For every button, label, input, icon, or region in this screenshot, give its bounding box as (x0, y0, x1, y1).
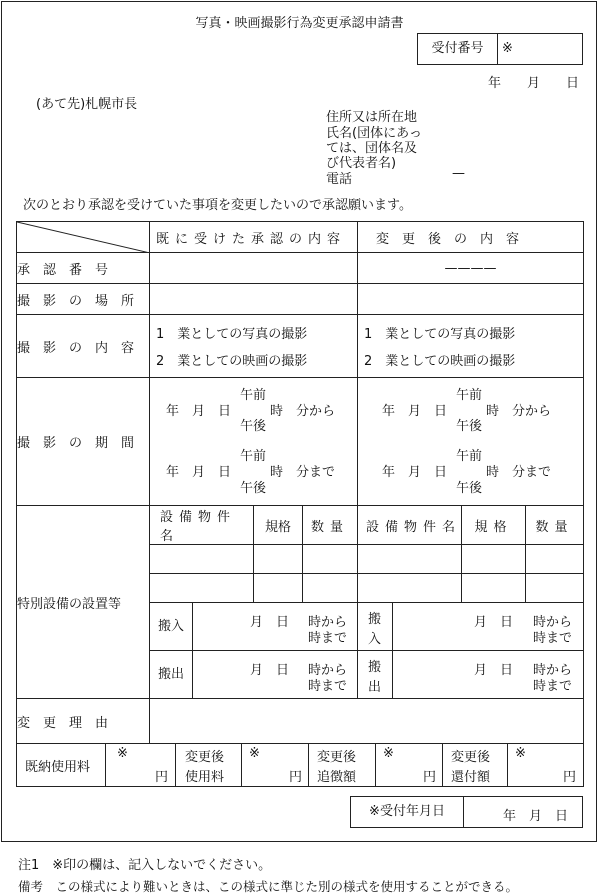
fee-refund-label2: 還付額 (451, 770, 491, 785)
fee-paid-yen: 円 (155, 770, 169, 785)
carry-out-before-from: 時から (308, 663, 348, 678)
fee-divider-4 (308, 744, 309, 786)
equip-row2-name-before[interactable] (150, 574, 254, 603)
addressee: (あて先)札幌市長 (36, 97, 138, 112)
receipt-number-box (417, 33, 583, 65)
period-before-to-am: 午前 (240, 449, 267, 464)
application-table (16, 221, 584, 787)
carry-out-after-label1: 搬 (368, 660, 382, 675)
fee-divider-1 (105, 744, 106, 786)
change-reason[interactable] (150, 699, 584, 744)
col-before-header: 既に受けた承認の内容 (150, 222, 358, 253)
fee-after-label2: 使用料 (185, 770, 225, 785)
approval-number-after[interactable] (358, 253, 584, 284)
equip-name-header-after: 設備物件名 (358, 506, 462, 545)
carry-in-after-label1: 搬 (368, 612, 382, 627)
equip-row1-name-before[interactable] (150, 545, 254, 574)
phone-dash: — (452, 166, 465, 181)
period-after-from-pm: 午後 (456, 419, 483, 434)
fee-refund-label1: 変更後 (451, 750, 491, 765)
carry-out-before-date: 月 日 (250, 663, 290, 678)
fee-divider-6 (442, 744, 443, 786)
period-before-from: 年 月 日 時 分から (166, 404, 336, 419)
carry-out-before[interactable] (150, 651, 358, 699)
col-after-header: 変 更 後 の 内 容 (358, 222, 584, 253)
row-reason-label: 変 更 理 由 (17, 699, 150, 744)
equip-qty-header-before: 数量 (303, 506, 358, 545)
row-content-label: 撮 影 の 内 容 (17, 315, 150, 378)
carry-in-before-label: 搬入 (150, 603, 193, 650)
fee-divider-2 (175, 744, 176, 786)
carry-in-after-label-box (358, 603, 393, 650)
period-after-to-pm: 午後 (456, 481, 483, 496)
carry-in-before[interactable] (150, 603, 358, 651)
carry-in-after-label2: 入 (368, 632, 382, 647)
content-after-option2: 2 業としての映画の撮影 (364, 354, 516, 369)
form-title: 写真・映画撮影行為変更承認申請書 (195, 16, 404, 31)
carry-out-after-date: 月 日 (474, 663, 514, 678)
carry-in-before-to: 時まで (308, 631, 348, 646)
note-1: 注1 ※印の欄は、記入しないでください。 (18, 858, 272, 873)
period-before-from-am: 午前 (240, 388, 267, 403)
fee-extra-label2: 追徴額 (317, 770, 357, 785)
row-place-label: 撮 影 の 場 所 (17, 284, 150, 315)
place-after[interactable] (358, 284, 584, 315)
place-before[interactable] (150, 284, 358, 315)
address-label: 住所又は所在地 (326, 110, 418, 125)
equip-row2-name-after[interactable] (358, 574, 462, 603)
carry-out-after-to: 時まで (533, 679, 573, 694)
approval-number-before[interactable] (150, 253, 358, 284)
carry-in-after-date: 月 日 (474, 615, 514, 630)
intro-text: 次のとおり承認を受けていた事項を変更したいので承認願います。 (23, 198, 412, 213)
carry-out-after-label-box (358, 651, 393, 698)
equip-qty-header-after: 数量 (526, 506, 584, 545)
equip-row2-spec-after[interactable] (462, 574, 526, 603)
diagonal-line (17, 222, 150, 253)
content-after-option1: 1 業としての写真の撮影 (364, 327, 516, 342)
equip-row2-qty-after[interactable] (526, 574, 584, 603)
period-before[interactable] (150, 378, 358, 506)
equip-row2-qty-before[interactable] (303, 574, 358, 603)
equip-row1-qty-before[interactable] (303, 545, 358, 574)
content-before[interactable] (150, 315, 358, 378)
fee-divider-5 (375, 744, 376, 786)
content-before-option1: 1 業としての写真の撮影 (156, 327, 308, 342)
phone-label: 電話 (326, 172, 353, 187)
receipt-number-mark: ※ (502, 41, 513, 56)
carry-out-before-to: 時まで (308, 679, 348, 694)
approval-number-dash: ———— (444, 260, 497, 276)
content-before-option2: 2 業としての映画の撮影 (156, 354, 308, 369)
equip-row1-name-after[interactable] (358, 545, 462, 574)
fee-after-yen: 円 (289, 770, 303, 785)
content-after[interactable] (358, 315, 584, 378)
carry-in-after-from: 時から (533, 615, 573, 630)
row-approval-number-label: 承 認 番 号 (17, 253, 150, 284)
fee-paid-mark: ※ (117, 746, 128, 761)
application-date: 年 月 日 (488, 76, 580, 91)
period-before-to: 年 月 日 時 分まで (166, 465, 336, 480)
carry-in-after[interactable] (358, 603, 584, 651)
fee-extra-yen: 円 (423, 770, 437, 785)
fee-extra-label1: 変更後 (317, 750, 357, 765)
fee-refund-yen: 円 (563, 770, 577, 785)
receipt-date-box (350, 796, 583, 828)
equip-spec-header-before: 規格 (254, 506, 303, 545)
carry-in-before-date: 月 日 (250, 615, 290, 630)
carry-out-before-label: 搬出 (150, 651, 193, 698)
equip-row1-qty-after[interactable] (526, 545, 584, 574)
fee-extra-mark: ※ (383, 746, 394, 761)
remark: 備考 この様式により難いときは、この様式に準じた別の様式を使用することができる。 (18, 879, 519, 894)
row-special-label: 特別設備の設置等 (17, 506, 150, 699)
period-after-from: 年 月 日 時 分から (382, 404, 552, 419)
carry-out-after-from: 時から (533, 663, 573, 678)
period-after[interactable] (358, 378, 584, 506)
carry-in-before-from: 時から (308, 615, 348, 630)
equip-row1-spec-before[interactable] (254, 545, 303, 574)
fee-refund-mark: ※ (515, 746, 526, 761)
carry-out-after[interactable] (358, 651, 584, 699)
fee-after-label1: 変更後 (185, 750, 225, 765)
period-before-to-pm: 午後 (240, 481, 267, 496)
receipt-date-label: ※受付年月日 (351, 797, 464, 827)
receipt-number-label: 受付番号 (418, 34, 498, 64)
fee-paid-label: 既納使用料 (25, 760, 91, 775)
period-before-from-pm: 午後 (240, 419, 267, 434)
row-period-label: 撮 影 の 期 間 (17, 378, 150, 506)
fee-after-mark: ※ (249, 746, 260, 761)
period-after-from-am: 午前 (456, 388, 483, 403)
equip-row1-spec-after[interactable] (462, 545, 526, 574)
period-after-to: 年 月 日 時 分まで (382, 465, 552, 480)
receipt-date-value: 年 月 日 (503, 809, 569, 824)
fee-divider-3 (241, 744, 242, 786)
fee-divider-7 (507, 744, 508, 786)
name-label-line1: 氏名(団体にあっ (326, 126, 422, 141)
equip-row2-spec-before[interactable] (254, 574, 303, 603)
equip-name-header-before: 設備物件名 (150, 506, 254, 545)
period-after-to-am: 午前 (456, 449, 483, 464)
carry-in-after-to: 時まで (533, 631, 573, 646)
carry-out-after-label2: 出 (368, 680, 382, 695)
name-label-line3: び代表者名) (326, 156, 397, 171)
header-diagonal-cell (17, 222, 150, 253)
fee-row (17, 744, 584, 787)
equip-spec-header-after: 規格 (462, 506, 526, 545)
name-label-line2: ては、団体名及 (326, 141, 418, 156)
